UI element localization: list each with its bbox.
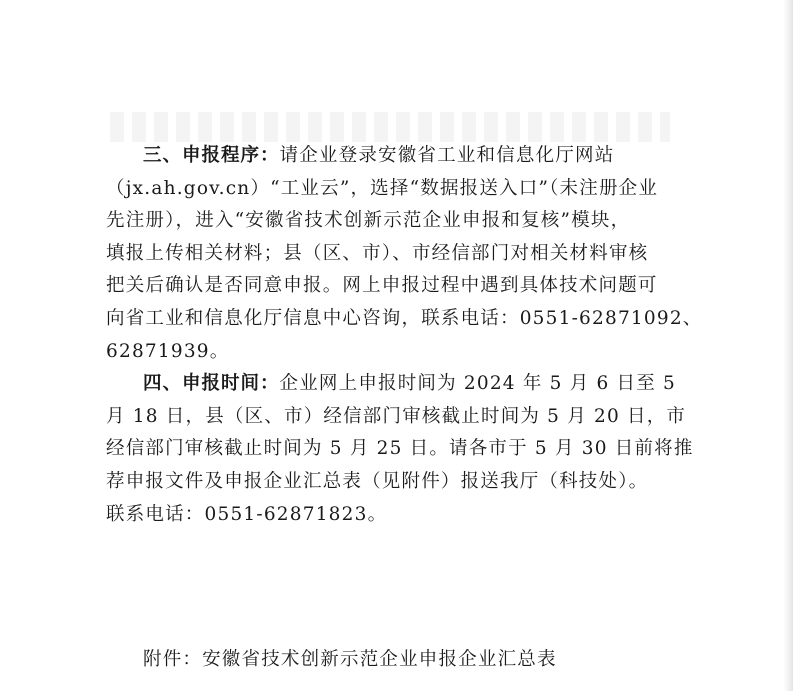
attachment-line: 附件：安徽省技术创新示范企业申报企业汇总表 [143, 649, 557, 670]
section3-line: 填报上传相关材料；县（区、市）、市经信部门对相关材料审核 [106, 242, 649, 264]
document-body [106, 140, 703, 531]
section4-line: 联系电话：0551-62871823。 [106, 503, 388, 525]
section3-first-line [106, 140, 688, 173]
bleed-through-text [110, 112, 670, 142]
page-edge-shadow [783, 0, 793, 691]
section3-line: 62871939。 [106, 340, 230, 362]
section4-line: 荐申报文件及申报企业汇总表（见附件）报送我厅（科技处）。 [106, 470, 649, 492]
section3-line: 把关后确认是否同意申报。网上申报过程中遇到具体技术问题可 [106, 275, 658, 297]
section3-heading: 三、申报程序： [143, 145, 280, 166]
section3-line: 向省工业和信息化厅信息中心咨询，联系电话：0551-62871092、 [106, 307, 703, 329]
section4-line: 月 18 日，县（区、市）经信部门审核截止时间为 5 月 20 日，市 [106, 405, 687, 427]
section4-line: 经信部门审核截止时间为 5 月 25 日。请各市于 5 月 30 日前将推 [106, 438, 694, 460]
section4-first-line [106, 368, 688, 401]
section4-line: 企业网上申报时间为 2024 年 5 月 6 日至 5 [279, 373, 676, 395]
section3-line: 先注册），进入“安徽省技术创新示范企业申报和复核”模块， [106, 210, 631, 232]
section3-line: 请企业登录安徽省工业和信息化厅网站 [279, 145, 615, 166]
section4-heading: 四、申报时间： [143, 373, 280, 395]
section3-line: （jx.ah.gov.cn）“工业云”，选择“数据报送入口”（未注册企业 [106, 177, 659, 199]
